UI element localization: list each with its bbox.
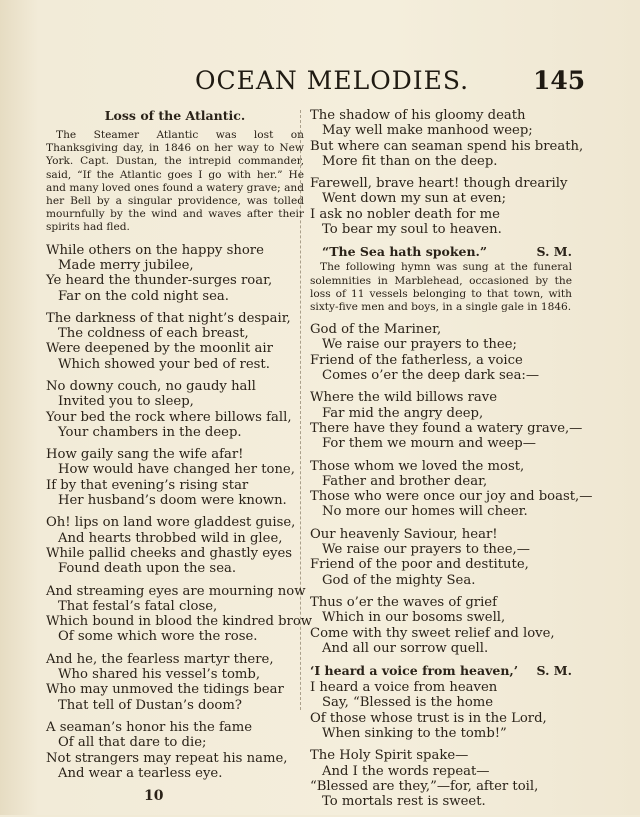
verse-line: The shadow of his gloomy death [310, 108, 526, 123]
verse-line: God of the mighty Sea. [322, 572, 476, 588]
verse-line: And streaming eyes are mourning now [46, 583, 306, 599]
verse-line: How would have changed her tone, [58, 462, 295, 478]
verse-line: Invited you to sleep, [58, 394, 194, 410]
continuation-stanzas [310, 108, 584, 238]
poem-intro: The Steamer Atlantic was lost on Thanksgiving day, in 1846 on her way to New York. Capt. Dustan, the intrepid commander, said, “If the Atlantic goes I go with her.” He and many loved ones found a watery grave; and her Bell by a singular providence, was tolled mournfully by the wind and waves after their spirits had fled. [46, 129, 304, 234]
right-column [310, 108, 593, 817]
verse-line: Your bed the rock where billows fall, [46, 409, 292, 425]
left-column [46, 108, 313, 805]
verse-line: Went down my sun at even; [322, 191, 507, 207]
verse-line: Our heavenly Saviour, hear! [310, 526, 498, 542]
hymn-meter: S. M. [536, 244, 572, 260]
verse-line: How gaily sang the wife afar! [46, 447, 244, 463]
verse-line: Which showed your bed of rest. [58, 356, 270, 372]
verse-line: But where can seaman spend his breath, [310, 138, 584, 154]
verse-line: Far mid the angry deep, [322, 405, 484, 421]
verse-line: Oh! lips on land wore gladdest guise, [46, 515, 296, 531]
verse-line: To mortals rest is sweet. [322, 794, 486, 810]
stanza [310, 680, 572, 741]
verse-line: Friend of the poor and destitute, [310, 557, 529, 573]
verse-line: For them we mourn and weep— [322, 436, 536, 452]
verse-line: May well make manhood weep; [322, 123, 533, 139]
verse-line: Friend of the fatherless, a voice [310, 352, 523, 368]
verse-line: And I the words repeat— [322, 763, 490, 779]
verse-line: “Blessed are they,”—for, after toil, [310, 778, 539, 794]
verse-line: And wear a tearless eye. [58, 765, 223, 781]
hymn2-stanzas [310, 680, 572, 809]
verse-line: Who shared his vessel’s tomb, [58, 667, 261, 683]
verse-line: No downy couch, no gaudy hall [46, 379, 256, 394]
verse-line: Thus o’er the waves of grief [310, 594, 497, 610]
stanza [310, 458, 593, 520]
stanza [46, 515, 304, 576]
verse-line: That tell of Dustan’s doom? [58, 697, 242, 713]
stanza [310, 390, 583, 452]
stanza [310, 176, 572, 237]
verse-line: And hearts throbbed wild in glee, [58, 530, 283, 546]
stanza [310, 748, 572, 809]
verse-line: And all our sorrow quell. [322, 640, 489, 656]
verse-line: And he, the fearless martyr there, [46, 651, 274, 667]
stanza [310, 108, 584, 169]
verse-line: The darkness of that night’s despair, [46, 310, 291, 326]
verse-line: Comes o’er the deep dark sea:— [322, 368, 540, 384]
hymn-intro: The following hymn was sung at the funeral solemnities in Marblehead, occasioned by the loss of 11 vessels belonging to that town, with sixty-five men and boys, in a single gale in 1846. [310, 261, 572, 313]
stanza [310, 527, 572, 588]
verse-line: Who may unmoved the tidings bear [46, 682, 284, 698]
stanza [46, 447, 304, 508]
verse-line: Made merry jubilee, [58, 257, 194, 273]
verse-line: Which bound in blood the kindred brow [46, 614, 313, 630]
verse-line: Were deepened by the moonlit air [46, 341, 273, 357]
verse-line: While others on the happy shore [46, 242, 264, 258]
verse-line: I heard a voice from heaven [310, 680, 498, 696]
running-header: OCEAN MELODIES. [195, 66, 470, 95]
verse-line: Far on the cold night sea. [58, 288, 229, 304]
stanza [46, 379, 304, 440]
verse-line: Father and brother dear, [322, 473, 488, 489]
stanza [310, 595, 572, 656]
verse-line: A seaman’s honor his the fame [46, 719, 253, 735]
hymn-heading: “The Sea hath spoken.” [322, 244, 488, 260]
verse-line: To bear my soul to heaven. [322, 222, 502, 238]
verse-line: Come with thy sweet relief and love, [310, 625, 555, 641]
hymn-stanzas [310, 322, 593, 656]
verse-line: Say, “Blessed is the home [322, 695, 494, 711]
signature-mark: 10 [144, 788, 164, 805]
verse-line: Not strangers may repeat his name, [46, 750, 288, 766]
page-number: 145 [533, 66, 586, 95]
verse-line: Of all that dare to die; [58, 735, 207, 751]
verse-line: Those whom we loved the most, [310, 458, 525, 474]
stanza [46, 652, 304, 713]
verse-line: There have they found a watery grave,— [310, 420, 583, 436]
hymn-title [322, 244, 572, 259]
verse-line: Of those whose trust is in the Lord, [310, 710, 547, 726]
verse-line: No more our homes will cheer. [322, 504, 528, 520]
stanza [46, 311, 304, 372]
verse-line: Her husband’s doom were known. [58, 493, 287, 509]
poem-title: Loss of the Atlantic. [104, 108, 246, 123]
verse-line: Ye heard the thunder-surges roar, [46, 273, 273, 289]
verse-line: When sinking to the tomb!” [322, 726, 507, 742]
verse-line: God of the Mariner, [310, 322, 442, 338]
verse-line: Where the wild billows rave [310, 390, 498, 406]
verse-line: Those who were once our joy and boast,— [310, 489, 593, 505]
verse-line: I ask no nobler death for me [310, 206, 500, 222]
stanza [310, 322, 572, 383]
stanza [46, 583, 313, 645]
verse-line: Found death upon the sea. [58, 561, 237, 577]
hymn2-heading: ‘I heard a voice from heaven,’ [310, 663, 519, 679]
hymn2-title [310, 663, 572, 678]
verse-line: Which in our bosoms swell, [322, 610, 506, 626]
verse-line: That festal’s fatal close, [58, 598, 218, 614]
stanza [46, 720, 304, 781]
verse-line: Of some which wore the rose. [58, 629, 258, 645]
verse-line: Your chambers in the deep. [58, 424, 242, 440]
verse-line: More fit than on the deep. [322, 153, 498, 169]
verse-line: We raise our prayers to thee,— [322, 542, 530, 558]
verse-line: We raise our prayers to thee; [322, 337, 517, 353]
verse-line: If by that evening’s rising star [46, 477, 249, 493]
verse-line: The Holy Spirit spake— [310, 748, 469, 764]
poem-stanzas [46, 242, 313, 782]
stanza [46, 243, 304, 304]
verse-line: The coldness of each breast, [58, 326, 249, 342]
hymn2-meter: S. M. [536, 663, 572, 679]
verse-line: While pallid cheeks and ghastly eyes [46, 545, 293, 561]
verse-line: Farewell, brave heart! though drearily [310, 176, 568, 192]
